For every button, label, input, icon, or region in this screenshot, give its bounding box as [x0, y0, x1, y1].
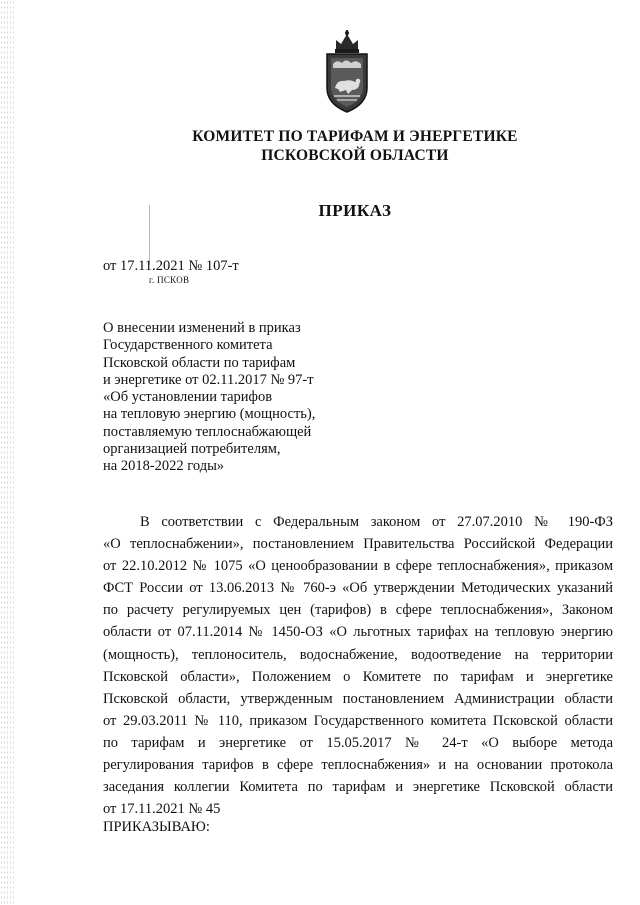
body-line: от 29.03.2011 № 110, приказом Государственного комитета Псковской области	[103, 712, 613, 729]
document-date-number: от 17.11.2021 № 107-т	[103, 258, 239, 274]
subject-line: на тепловую энергию (мощность),	[103, 406, 316, 423]
document-body	[103, 511, 613, 820]
body-line: (мощность), теплоноситель, водоснабжение, водоотведение на территории	[103, 646, 613, 663]
scan-edge-artifact	[0, 0, 14, 905]
body-line: Псковской области», Положением о Комитете по тарифам и энергетике	[103, 668, 613, 685]
subject-line: Псковской области по тарифам	[103, 354, 296, 371]
body-line: ФСТ России от 13.06.2013 № 760-э «Об утверждении Методических указаний	[103, 580, 613, 597]
document-city: г. ПСКОВ	[149, 275, 190, 285]
body-line: от 17.11.2021 № 45	[103, 801, 221, 818]
document-subject	[103, 320, 363, 476]
body-line: В соответствии с Федеральным законом от 27.07.2010 № 190-ФЗ	[140, 514, 613, 530]
organization-name-line2: ПСКОВСКОЙ ОБЛАСТИ	[261, 147, 449, 164]
pskov-coat-of-arms-icon	[322, 30, 372, 114]
subject-line: «Об установлении тарифов	[103, 389, 273, 406]
subject-line: поставляемую теплоснабжающей	[103, 423, 312, 440]
subject-line: О внесении изменений в приказ	[103, 320, 301, 336]
subject-line: Государственного комитета	[103, 337, 273, 354]
body-line: от 22.10.2012 № 1075 «О ценообразовании в сфере теплоснабжения», приказом	[103, 558, 613, 575]
body-line: по тарифам и энергетике от 15.05.2017 № 24-т «О выборе метода	[103, 734, 613, 751]
subject-line: на 2018-2022 годы»	[103, 458, 225, 475]
body-line: заседания коллегии Комитета по тарифам и энергетике Псковской области	[103, 779, 613, 796]
command-word: ПРИКАЗЫВАЮ:	[103, 819, 210, 835]
body-line: по расчету регулируемых цен (тарифов) в сфере теплоснабжения», Законом	[103, 602, 613, 619]
document-type-title: ПРИКАЗ	[318, 201, 392, 220]
subject-line: организацией потребителям,	[103, 441, 281, 458]
body-line: Псковской области, утвержденным постановлением Администрации области	[103, 690, 613, 707]
body-line: области от 07.11.2014 № 1450-ОЗ «О льготных тарифах на тепловую энергию	[103, 624, 613, 641]
body-line: регулирования тарифов в сфере теплоснабжения» и на основании протокола	[103, 757, 613, 774]
organization-name-line1: КОМИТЕТ ПО ТАРИФАМ И ЭНЕРГЕТИКЕ	[192, 128, 518, 145]
body-line: «О теплоснабжении», постановлением Правительства Российской Федерации	[103, 536, 613, 553]
subject-line: и энергетике от 02.11.2017 № 97-т	[103, 371, 314, 388]
scan-fold-mark	[149, 205, 150, 265]
